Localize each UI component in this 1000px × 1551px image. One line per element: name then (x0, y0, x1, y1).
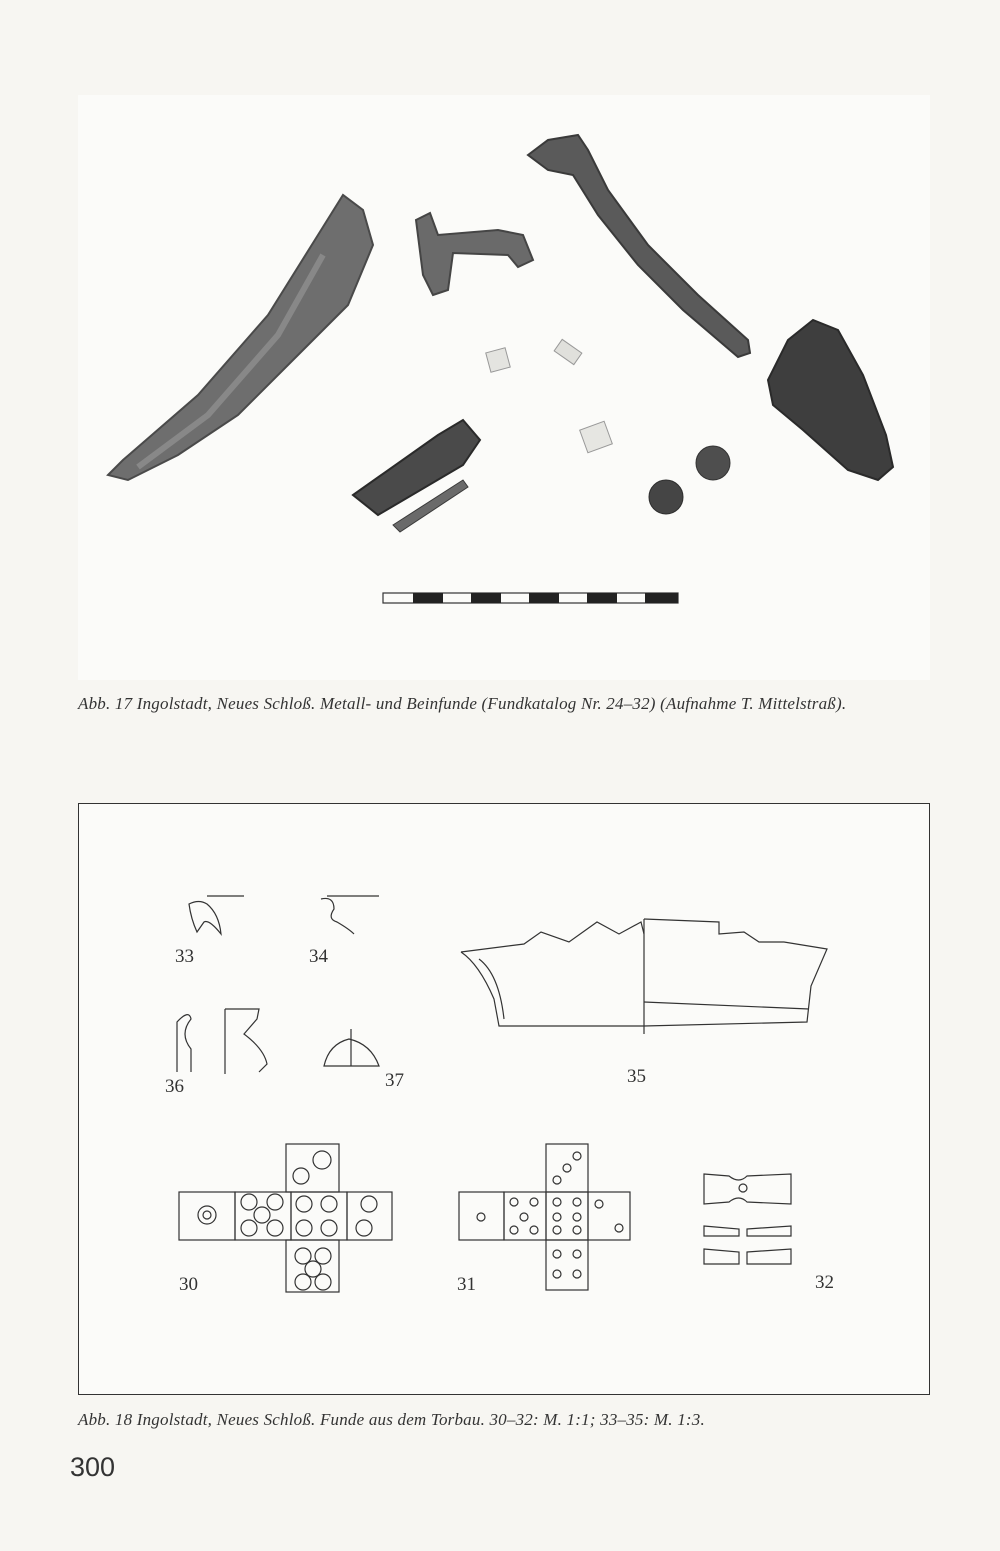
figure-17-caption: Abb. 17 Ingolstadt, Neues Schloß. Metall- und Beinfunde (Fundkatalog Nr. 24–32) (Aufnahme T. Mittelstraß). (78, 694, 847, 713)
figure-label-33: 33 (175, 946, 194, 967)
figure-label-35: 35 (627, 1066, 646, 1087)
finds-photograph (78, 95, 930, 680)
die-net-30 (179, 1144, 392, 1292)
vessel-36 (177, 1009, 267, 1074)
figure-label-34: 34 (309, 946, 328, 967)
scale-bar (383, 593, 678, 603)
bone-die-1 (486, 348, 510, 372)
die-net-31 (459, 1144, 630, 1290)
figure-label-32: 32 (815, 1272, 834, 1293)
figure-label-31: 31 (457, 1274, 476, 1295)
figure-label-37: 37 (385, 1070, 404, 1091)
bone-object-32 (704, 1174, 791, 1264)
finds-photo-drawing (78, 95, 930, 680)
figure-label-30: 30 (179, 1274, 198, 1295)
rim-sherd-34 (321, 896, 379, 934)
finds-drawings (79, 804, 931, 1396)
figure-label-36: 36 (165, 1076, 184, 1097)
coin-1 (696, 446, 730, 480)
page-number: 300 (70, 1452, 116, 1482)
coin-2 (649, 480, 683, 514)
rim-sherd-33 (189, 896, 244, 934)
figure-18-drawings (78, 803, 930, 1395)
bowl-35 (461, 919, 827, 1034)
figure-18-caption: Abb. 18 Ingolstadt, Neues Schloß. Funde aus dem Torbau. 30–32: M. 1:1; 33–35: M. 1:3. (78, 1410, 705, 1429)
sherd-37 (324, 1029, 379, 1066)
